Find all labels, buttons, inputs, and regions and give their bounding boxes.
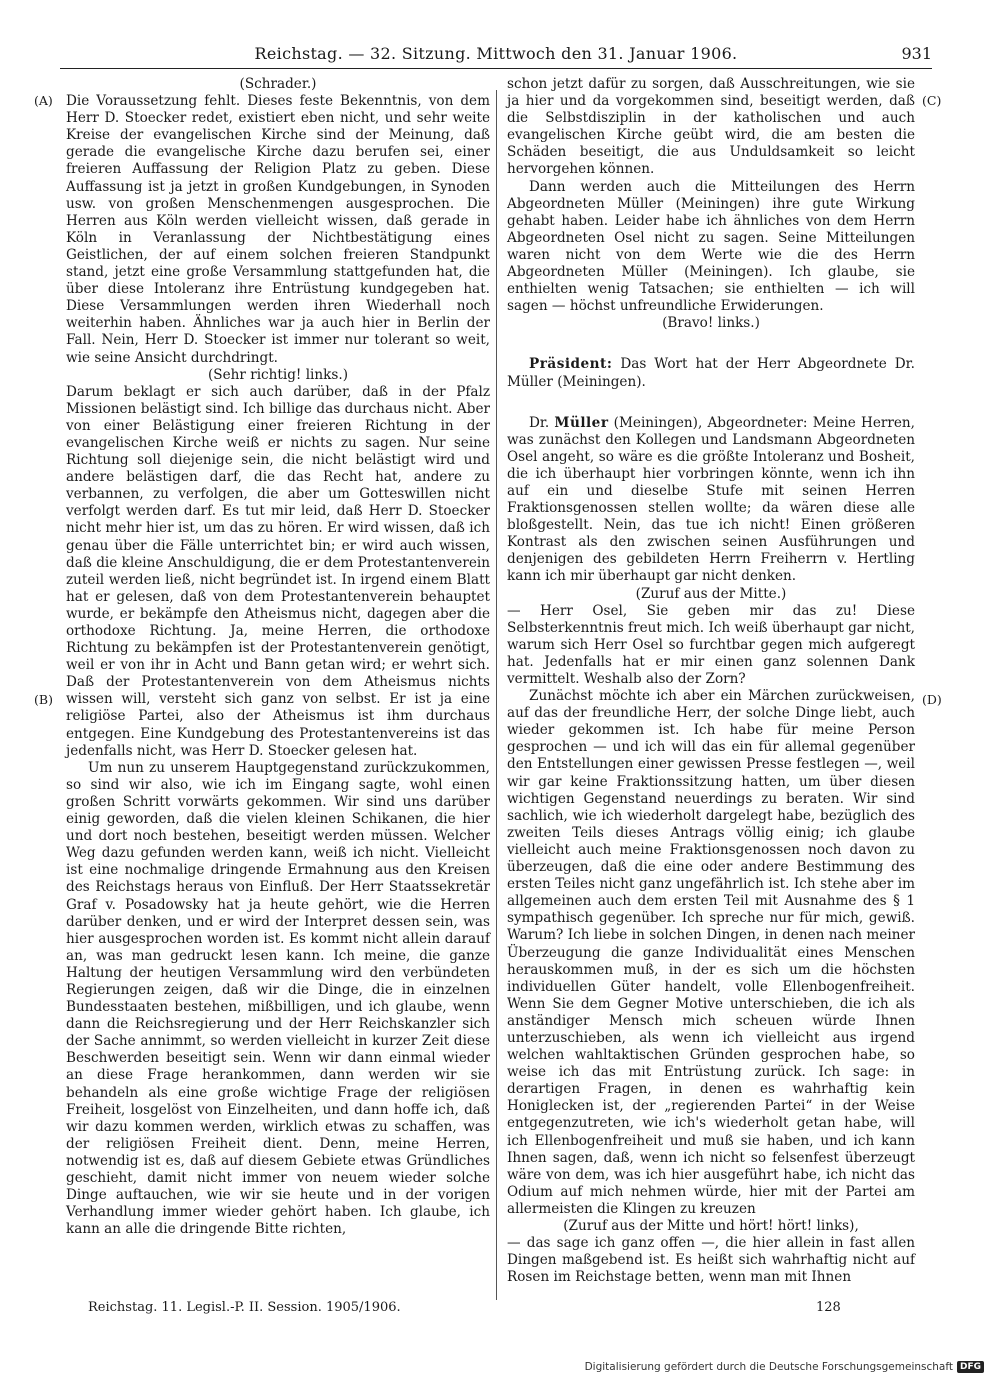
- speaker-paragraph: [507, 356, 915, 390]
- speaker-text: Das Wort hat der Herr Abgeordnete Dr. Müller (Meiningen).: [507, 356, 915, 390]
- paragraph-gap: [507, 391, 915, 415]
- speaker-text: (Meiningen), Abgeordneter: Meine Herren, was zunächst den Kollegen und Landsmann Abgeordneten Osel angeht, so wäre es die größte Intoleranz und Bosheit, die ich überhaupt hier vorbringen könnte, wenn ich ihn auf ein und dieselbe Stufe mit seinen Herren Fraktionsgenossen stellen wollte; da wären diese alle bloßgestellt. Nein, das tue ich nicht! Einen größeren Kontrast als den zwischen seinen Ausführungen und denjenigen des gebildeten Herrn Freiherrn v. Hertling kann ich mir überhaupt gar nicht denken.: [507, 414, 916, 585]
- dfg-logo: DFG: [957, 1361, 984, 1373]
- digitization-text: Digitalisierung gefördert durch die Deutsche Forschungsgemeinschaft: [584, 1361, 953, 1373]
- margin-marker-a: (A): [34, 93, 53, 108]
- speaker-paragraph: [507, 415, 915, 586]
- speaker-name: Präsident:: [529, 356, 613, 373]
- margin-marker-d: (D): [922, 692, 942, 707]
- paragraph: Zunächst möchte ich aber ein Märchen zurückweisen, auf das der freundliche Herr, der solche Dinge liebt, auch wieder gekommen ist. Ich habe für meine Person gesprochen — und ich will das ein für allemal gegenüber den Entstellungen einer gewissen Presse festlegen —, weil wir gar keine Fraktionssitzung hatten, um über diesen wichtigen Gegenstand neuerdings zu beraten. Wir sind sachlich, wie ich wiederholt dargelegt habe, bezüglich des zweiten Teils dieses Antrags völlig einig; ich glaube vielleicht auch meine Fraktionsgenossen noch davon zu überzeugen, daß die eine oder andere Bestimmung des ersten Teiles nicht ganz ungefährlich ist. Ich stehe aber im allgemeinen auch dem ersten Teil mit Ausnahme des § 1 sympathisch gegenüber. Ich spreche nur für mich, gewiß. Warum? Ich liebe in solchen Dingen, in denen nach meiner Überzeugung die ganze Individualität eines Menschen herauskommen muß, in der es sich um die höchsten individuellen Güter handelt, volle Ellenbogenfreiheit. Wenn Sie dem Gegner Motive unterschieben, die ich als anständiger Mensch mich scheuen würde Ihnen unterzuschieben, als wenn ich vielleicht aus irgend welchen wahltaktischen Gründen gesprochen habe, so weise ich das mit Entrüstung zurück. Ich sage: in derartigen Fragen, in denen es wahrhaftig kein Honiglecken ist, der „regierenden Partei“ in der Weise entgegenzutreten, wie ich's wiederholt getan habe, will ich Ellenbogenfreiheit und muß sie haben, und ich kann Ihnen sagen, daß, wenn ich nicht so felsenfest überzeugt wäre von dem, was ich hier ausgeführt habe, ich nicht das Odium auf mich nehmen würde, hier mit der Partei am allermeisten die Klingen zu kreuzen: [507, 688, 915, 1217]
- paragraph-gap: [507, 332, 915, 356]
- paragraph: — das sage ich ganz offen —, die hier allein in fast allen Dingen maßgebend ist. Es heißt sich wahrhaftig nicht auf Rosen im Reichstage betten, wenn man mit Ihnen: [507, 1235, 915, 1286]
- paragraph: Um nun zu unserem Hauptgegenstand zurückzukommen, so sind wir also, wie ich im Eingang sagte, wohl einen großen Schritt vorwärts gekommen. Wir sind uns darüber einig geworden, daß die vielen kleinen Schikanen, die hier und dort noch bestehen, beseitigt werden müssen. Welcher Weg dazu gefunden werden kann, weiß ich nicht. Vielleicht ist eine nochmalige dringende Ermahnung aus den Kreisen des Reichstags heraus von Einfluß. Der Herr Staatssekretär Graf v. Posadowsky hat ja heute gehört, wie die Herren darüber denken, und er wird der Interpret dessen sein, was hier ausgesprochen worden ist. Es kommt nicht allein darauf an, was man gedruckt lesen kann. Ich meine, die ganze Haltung der heutigen Versammlung wird den verbündeten Regierungen zeigen, daß wir die Dinge, die in einzelnen Bundesstaaten bestehen, mißbilligen, und ich glaube, wenn dann die Reichsregierung und der Herr Reichskanzler sich der Sache annimmt, so werden vielleicht in kurzer Zeit diese Beschwerden beseitigt sein. Wenn wir dann einmal wieder an diese Frage herankommen, dann werden wir sie behandeln als eine große wichtige Frage der religiösen Freiheit, losgelöst von Einzelheiten, und dann hoffe ich, daß wir dazu kommen werden, wirklich etwas zu schaffen, was der religiösen Freiheit dient. Denn, meine Herren, notwendig ist es, daß auf diesem Gebiete etwas Gründliches geschieht, damit nicht immer von neuem wieder solche Dinge auftauchen, wie wir sie heute und in der vorigen Verhandlung immer wieder gehört haben. Ich glaube, ich kann an alle die dringende Bitte richten,: [66, 759, 490, 1238]
- interjection: (Sehr richtig! links.): [207, 366, 349, 383]
- digitization-notice: [585, 1361, 984, 1373]
- interjection: (Bravo! links.): [662, 315, 760, 332]
- page-header: [60, 44, 932, 69]
- footer-session: Reichstag. 11. Legisl.-P. II. Session. 1905/1906.: [88, 1300, 401, 1315]
- interjection: (Zuruf aus der Mitte und hört! hört! links),: [563, 1218, 859, 1234]
- interjection: (Zuruf aus der Mitte.): [635, 585, 787, 602]
- column-divider: [496, 90, 497, 1300]
- paragraph: — Herr Osel, Sie geben mir das zu! Diese Selbsterkenntnis freut mich. Ich weiß überhaupt gar nicht, warum sich Herr Osel so furchtbar gegen mich aufgeregt hat. Jedenfalls hat er mir einen ganz solennen Dank vermittelt. Weshalb also der Zorn?: [507, 602, 915, 687]
- paragraph: Die Voraussetzung fehlt. Dieses feste Bekenntnis, von dem Herr D. Stoecker redet, existiert eben nicht, und sehr weite Kreise der evangelischen Kirche sind der Meinung, daß gerade die evangelische Kirche dazu berufen sei, einer freieren Auffassung der Religion Platz zu geben. Diese Auffassung ist ja jetzt in großen Kundgebungen, in Synoden usw. von großen Menschenmengen ausgesprochen. Die Herren aus Köln werden vielleicht wissen, daß gerade in Köln in Veranlassung der Nichtbestätigung eines Geistlichen, der auf einem solchen freieren Standpunkt stand, jetzt eine große Versammlung stattgefunden hat, die über diese Intoleranz ihre Entrüstung kundgegeben hat. Diese Versammlungen werden ihren Wiederhall noch weiterhin haben. Ähnliches war ja auch hier in Berlin der Fall. Nein, Herr D. Stoecker ist immer nur tolerant so weit, wie seine Ansicht durchdringt.: [66, 93, 490, 366]
- paragraph: Darum beklagt er sich auch darüber, daß in der Pfalz Missionen belästigt sind. Ich billige das durchaus nicht. Aber von einer Belästigung einer freieren Richtung in der evangelischen Kirche weiß er nichts zu sagen. Nur seine Richtung soll diejenige sein, die nicht belästigt wird und andere belästigen darf, die das Recht hat, andere zu verbannen, zu verfolgen, die aber um Gotteswillen nicht verfolgt werden darf. Es tut mir leid, daß Herr D. Stoecker nicht mehr hier ist, um das zu hören. Er wird wissen, daß ich genau über die Fälle unterrichtet bin; er wird auch wissen, daß die kleine Anschuldigung, die er dem Protestantenverein zuteil werden ließ, nicht begründet ist. In irgend einem Blatt hat er gelesen, daß von dem Protestantenverein behauptet wurde, er bekämpfe den Atheismus nicht, dagegen aber die orthodoxe Richtung. Ja, meine Herren, die orthodoxe Richtung zu bekämpfen ist der Protestantenverein genötigt, weil er von ihr in Acht und Bann getan wird; er wehrt sich. Daß der Protestantenverein von dem Atheismus nichts wissen will, versteht sich ganz von selbst. Er ist ja eine religiöse Partei, also der Atheismus ist ihm durchaus entgegen. Eine Kundgebung des Protestantenvereins ist das jedenfalls nicht, was Herr D. Stoecker gelesen hat.: [66, 383, 490, 759]
- speaker-name: Müller: [554, 414, 609, 431]
- footer-sheet-number: 128: [816, 1300, 841, 1315]
- left-column: [66, 76, 490, 1238]
- margin-marker-c: (C): [922, 93, 942, 108]
- interjection: (Schrader.): [239, 76, 317, 92]
- paragraph: schon jetzt dafür zu sorgen, daß Ausschreitungen, wie sie ja hier und da vorgekommen sind, beseitigt werden, daß die Selbstdisziplin in der katholischen und auch evangelischen Kirche geübt wird, die am besten die Schäden beseitigt, die aus Unduldsamkeit so leicht hervorgehen können.: [507, 76, 915, 178]
- header-title: Reichstag. — 32. Sitzung. Mittwoch den 31. Januar 1906.: [254, 44, 738, 63]
- page-number: 931: [901, 44, 932, 63]
- right-column: [507, 76, 915, 1286]
- margin-marker-b: (B): [34, 692, 53, 707]
- speaker-prefix: Dr.: [529, 414, 555, 431]
- paragraph: Dann werden auch die Mitteilungen des Herrn Abgeordneten Müller (Meiningen) ihre gute Wirkung gehabt haben. Leider habe ich ähnliches von dem Herrn Abgeordneten Osel nicht zu sagen. Seine Mitteilungen waren nicht von dem Werte wie die des Herrn Abgeordneten Müller (Meiningen). Ich glaube, sie enthielten wenig Tatsachen; sie enthielten — ich will sagen — höchst unfreundliche Erwiderungen.: [507, 178, 915, 315]
